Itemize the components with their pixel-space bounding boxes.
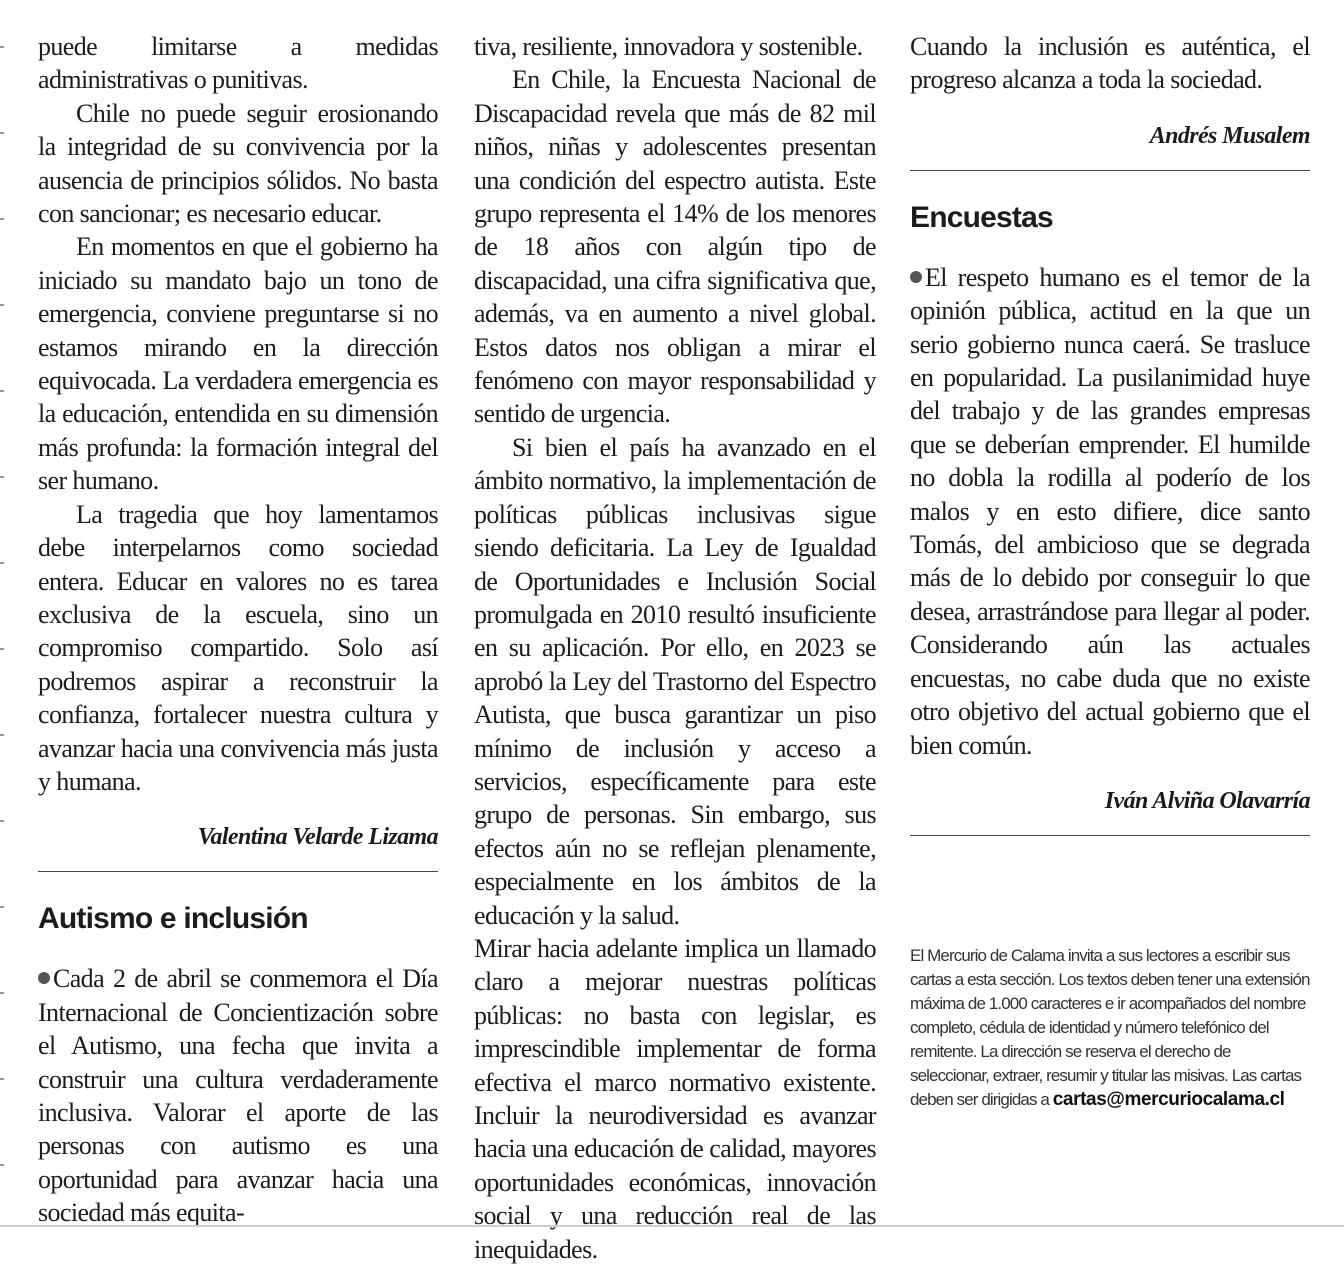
notice-text: El Mercurio de Calama invita a sus lectores a escribir sus cartas a esta sección. Los textos deben tener una extensión máxima de 1.000 caracteres e ir acompañados del nombre completo, cédula de identidad y número telefónico del remitente. La dirección se reserva el derecho de seleccionar, extraer, resumir y titular las misivas. Las cartas deben ser dirigidas a <box>910 945 1310 1109</box>
letter-paragraph <box>910 261 1310 762</box>
section-divider <box>910 835 1310 836</box>
margin-tick <box>0 1164 4 1166</box>
margin-tick <box>0 648 4 650</box>
letter-signature: Valentina Velarde Lizama <box>197 824 438 851</box>
margin-tick <box>0 218 4 220</box>
margin-tick <box>0 304 4 306</box>
margin-tick <box>0 46 4 48</box>
section-divider <box>38 871 438 872</box>
column-3 <box>910 30 1310 1112</box>
letter-paragraph: puede limitarse a medidas administrativas o punitivas. <box>38 32 438 95</box>
letter-paragraph: Si bien el país ha avanzado en el ámbito normativo, la implementación de políticas públicas inclusivas sigue siendo deficitaria. La Ley de Igualdad de Oportunidades e Inclusión Social promulgada en 2010 resultó insuficiente en su aplicación. Por ello, en 2023 se aprobó la Ley del Trastorno del Espectro Autista, que busca garantizar un piso mínimo de inclusión y acceso a servicios, específicamente para este grupo de personas. Sin embargo, sus efectos aún no se reflejan plenamente, especialmente en los ámbitos de la educación y la salud. <box>474 432 876 930</box>
section-heading: Autismo e inclusión <box>38 902 308 936</box>
page-bottom-rule <box>0 1225 1344 1227</box>
margin-tick <box>0 132 4 134</box>
column-2 <box>474 30 876 1266</box>
bullet-icon <box>910 271 922 283</box>
letter-signature: Iván Alviña Olavarría <box>1104 787 1310 814</box>
section-heading: Encuestas <box>910 200 1053 234</box>
margin-tick <box>0 1078 4 1080</box>
letter-paragraph: tiva, resiliente, innovadora y sostenible. <box>474 32 863 61</box>
section-divider <box>910 170 1310 171</box>
margin-tick <box>0 906 4 908</box>
letter-text: Cada 2 de abril se conmemora el Día Internacional de Concientización sobre el Autismo, una fecha que invita a construir una cultura verdaderamente inclusiva. Valorar el aporte de las personas con autismo es una oportunidad para avanzar hacia una sociedad más equita- <box>38 964 438 1228</box>
letter-paragraph: En Chile, la Encuesta Nacional de Discapacidad revela que más de 82 mil niños, niñas y adolescentes presentan una condición del espectro autista. Este grupo representa el 14% de los menores de 18 años con algún tipo de discapacidad, una cifra significativa que, además, va en aumento a nivel global. Estos datos nos obligan a mirar el fenómeno con mayor responsabilidad y sentido de urgencia. <box>474 65 876 429</box>
margin-tick <box>0 992 4 994</box>
column-1 <box>38 30 438 1230</box>
margin-tick <box>0 390 4 392</box>
submission-notice <box>910 944 1310 1112</box>
letter-paragraph: Cuando la inclusión es auténtica, el progreso alcanza a toda la sociedad. <box>910 32 1310 95</box>
letter-signature: Andrés Musalem <box>1149 122 1310 149</box>
letter-paragraph: En momentos en que el gobierno ha iniciado su mandato bajo un tono de emergencia, conviene preguntarse si no estamos mirando en la dirección equivocada. La verdadera emergencia es la educación, entendida en su dimensión más profunda: la formación integral del ser humano. <box>38 232 438 496</box>
margin-ticks <box>0 20 6 1200</box>
margin-tick <box>0 820 4 822</box>
contact-email: cartas@mercuriocalama.cl <box>1052 1088 1285 1110</box>
letter-paragraph: Mirar hacia adelante implica un llamado claro a mejorar nuestras políticas públicas: no basta con legislar, es imprescindible implementar de forma efectiva el marco normativo existente. Incluir la neurodiversidad es avanzar hacia una educación de calidad, mayores oportunidades económicas, innovación social y una reducción real de las inequidades. <box>474 933 876 1264</box>
letter-paragraph <box>38 962 438 1229</box>
margin-tick <box>0 562 4 564</box>
bullet-icon <box>38 972 50 984</box>
letter-paragraph: Chile no puede seguir erosionando la integridad de su convivencia por la ausencia de principios sólidos. No basta con sancionar; es necesario educar. <box>38 98 438 229</box>
letter-text: El respeto humano es el temor de la opinión pública, actitud en la que un serio gobierno nunca caerá. Se trasluce en popularidad. La pusilanimidad huye del trabajo y de las grandes empresas que se deberían emprender. El humilde no dobla la rodilla al poderío de los malos y en esto difiere, dice santo Tomás, del ambicioso que se degrada más de lo debido por conseguir lo que desea, arrastrándose para llegar al poder. Considerando aún las actuales encuestas, no cabe duda que no existe otro objetivo del actual gobierno que el bien común. <box>910 262 1310 760</box>
margin-tick <box>0 476 4 478</box>
letter-paragraph: La tragedia que hoy lamentamos debe interpelarnos como sociedad entera. Educar en valores no es tarea exclusiva de la escuela, sino un compromiso compartido. Solo así podremos aspirar a reconstruir la confianza, fortalecer nuestra cultura y avanzar hacia una convivencia más justa y humana. <box>38 499 438 796</box>
margin-tick <box>0 734 4 736</box>
